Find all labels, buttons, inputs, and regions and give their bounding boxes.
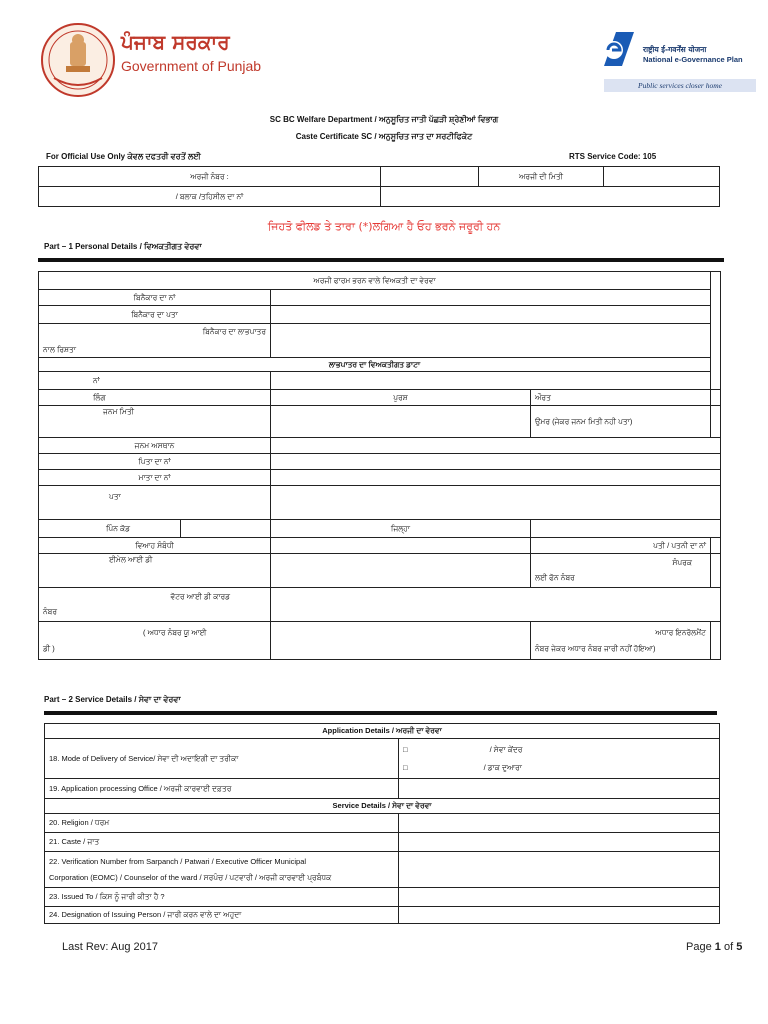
contact-label bbox=[531, 554, 711, 588]
personal-details-table bbox=[38, 271, 721, 660]
spouse-name-label: ਪਤੀ / ਪਤਨੀ ਦਾ ਨਾਂ bbox=[531, 538, 711, 554]
dob-field[interactable] bbox=[271, 406, 531, 438]
page-number bbox=[686, 941, 742, 953]
name-label-text: ਨਾਂ bbox=[93, 375, 100, 385]
issued-to-label: 23. Issued To / ਕਿਸ ਨੂੰ ਜਾਰੀ ਕੀਤਾ ਹੈ ? bbox=[45, 888, 399, 907]
email-label bbox=[39, 554, 271, 588]
application-number-label: ਅਰਜੀ ਨੰਬਰ : bbox=[39, 167, 381, 187]
applicant-relation-field[interactable] bbox=[271, 324, 711, 358]
district-field[interactable] bbox=[531, 520, 721, 538]
religion-field[interactable] bbox=[399, 814, 720, 833]
gender-extra-field[interactable] bbox=[711, 390, 721, 406]
contact-line1: ਸੰਪਰਕ bbox=[672, 558, 692, 567]
relation-line1: ਬਿਨੈਕਾਰ ਦਾ ਲਾਭਪਾਤਰ bbox=[202, 326, 266, 336]
verification-label bbox=[45, 852, 399, 888]
age-label: ਉਮਰ (ਜੇਕਰ ਜਨਮ ਮਿਤੀ ਨਹੀ ਪਤਾ) bbox=[531, 406, 711, 438]
gender-female-option[interactable]: ਔਰਤ bbox=[531, 390, 711, 406]
verification-field[interactable] bbox=[399, 852, 720, 888]
applicant-name-field[interactable] bbox=[271, 290, 711, 306]
applicant-details-header: ਅਰਜੀ ਫਾਰਮ ਭਰਨ ਵਾਲੇ ਵਿਅਕਤੀ ਦਾ ਵੇਰਵਾ bbox=[39, 272, 711, 290]
aadhaar-field[interactable] bbox=[271, 622, 531, 660]
page-current: 1 bbox=[714, 941, 721, 953]
official-use-table bbox=[38, 166, 720, 207]
option-service-center[interactable] bbox=[403, 745, 715, 755]
option-post-label: / ਡਾਕ ਦੁਆਰਾ bbox=[483, 762, 522, 772]
district-label: ਜਿਲ੍ਹਾ bbox=[271, 520, 531, 538]
email-label-text: ਈਮੇਲ ਆਈ ਡੀ bbox=[109, 555, 153, 564]
egov-name-english: National e-Governance Plan bbox=[643, 55, 743, 64]
address-field[interactable] bbox=[271, 486, 721, 520]
aadhaar-line1: ( ਅਧਾਰ ਨੰਬਰ ਯੂ ਆਈ bbox=[143, 627, 207, 637]
address-label-text: ਪਤਾ bbox=[109, 492, 121, 501]
government-name-english: Government of Punjab bbox=[121, 58, 262, 74]
processing-office-field[interactable] bbox=[399, 779, 720, 799]
applicant-address-label: ਬਿਨੈਕਾਰ ਦਾ ਪਤਾ bbox=[39, 306, 271, 324]
mother-name-field[interactable] bbox=[271, 470, 721, 486]
last-revision: Last Rev: Aug 2017 bbox=[62, 941, 159, 953]
aadhaar-label bbox=[39, 622, 271, 660]
father-name-label: ਪਿਤਾ ਦਾ ਨਾਂ bbox=[39, 454, 271, 470]
rts-service-code: RTS Service Code: 105 bbox=[569, 152, 657, 161]
designation-label: 24. Designation of Issuing Person / ਜਾਰੀ ਕਰਨ ਵਾਲੇ ਦਾ ਅਹੁਦਾ bbox=[45, 907, 399, 924]
marital-status-field[interactable] bbox=[271, 538, 531, 554]
photo-box[interactable] bbox=[711, 272, 721, 390]
mother-name-label: ਮਾਤਾ ਦਾ ਨਾਂ bbox=[39, 470, 271, 486]
checkbox-icon[interactable]: □ bbox=[403, 762, 408, 772]
contact-line2: ਲਈ ਫੋਨ ਨੰਬਰ bbox=[535, 573, 575, 582]
page-of: of bbox=[723, 941, 734, 953]
part2-title: Part – 2 Service Details / ਸੇਵਾ ਦਾ ਵੇਰਵਾ bbox=[44, 695, 181, 704]
applicant-relation-label bbox=[39, 324, 271, 358]
beneficiary-data-header: ਲਾਭਪਾਤਰ ਦਾ ਵਿਅਕਤੀਗਤ ਡਾਟਾ bbox=[39, 358, 711, 372]
enrol-line1: ਅਧਾਰ ਇਨਰੋਲਮੈਂਟ bbox=[655, 627, 706, 637]
verification-line1: 22. Verification Number from Sarpanch / Patwari / Executive Officer Municipal bbox=[49, 856, 307, 866]
part1-title: Part – 1 Personal Details / ਵਿਅਕਤੀਗਤ ਵੇਰਵਾ bbox=[44, 242, 202, 251]
section-divider bbox=[38, 258, 724, 262]
page-prefix: Page bbox=[686, 941, 712, 953]
egov-tagline: Public services closer home bbox=[604, 79, 756, 92]
page-total: 5 bbox=[736, 941, 743, 953]
religion-label: 20. Religion / ਧਰਮ bbox=[45, 814, 399, 833]
egov-logo-icon bbox=[594, 28, 636, 70]
issued-to-field[interactable] bbox=[399, 888, 720, 907]
service-details-table bbox=[44, 723, 720, 924]
father-name-field[interactable] bbox=[271, 454, 721, 470]
birth-place-field[interactable] bbox=[271, 438, 721, 454]
enrolment-field[interactable] bbox=[711, 622, 721, 660]
enrol-line2: ਨੰਬਰ ਜੇਕਰ ਅਧਾਰ ਨੰਬਰ ਜਾਰੀ ਨਹੀਂ ਹੋਇਆ) bbox=[535, 643, 656, 653]
punjab-emblem-icon bbox=[40, 20, 116, 100]
verification-line2: Corporation (EOMC) / Counselor of the ward / ਸਰਪੰਚ / ਪਟਵਾਰੀ / ਅਰਜੀ ਕਾਰਵਾਈ ਪ੍ਰਬੰਧਕ bbox=[49, 872, 332, 882]
designation-field[interactable] bbox=[399, 907, 720, 924]
address-label bbox=[39, 486, 271, 520]
certificate-title: Caste Certificate SC / ਅਨੁਸੂਚਿਤ ਜਾਤ ਦਾ ਸਰਟੀਫਿਕੇਟ bbox=[295, 132, 473, 141]
voter-id-label bbox=[39, 588, 271, 622]
official-use-label: For Official Use Only ਕੇਵਲ ਦਫਤਰੀ ਵਰਤੋਂ ਲਈ bbox=[46, 152, 201, 161]
application-date-field[interactable] bbox=[604, 167, 720, 187]
application-details-header: Application Details / ਅਰਜੀ ਦਾ ਵੇਰਵਾ bbox=[45, 724, 720, 739]
application-number-field[interactable] bbox=[381, 167, 479, 187]
block-tehsil-label: / ਬਲਾਕ /ਤਹਿਸੀਲ ਦਾ ਨਾਂ bbox=[39, 187, 381, 207]
government-name-gurmukhi: ਪੰਜਾਬ ਸਰਕਾਰ bbox=[121, 30, 230, 54]
gender-label bbox=[39, 390, 271, 406]
enrolment-label bbox=[531, 622, 711, 660]
email-field[interactable] bbox=[271, 554, 531, 588]
section-divider bbox=[44, 711, 717, 715]
voter-id-field[interactable] bbox=[271, 588, 721, 622]
service-details-header: Service Details / ਸੇਵਾ ਦਾ ਵੇਰਵਾ bbox=[45, 799, 720, 814]
marital-status-label: ਵਿਆਹ ਸੰਬੰਧੀ bbox=[39, 538, 271, 554]
page-header bbox=[0, 0, 768, 110]
caste-label: 21. Caste / ਜਾਤ bbox=[45, 833, 399, 852]
dob-label-text: ਜਨਮ ਮਿਤੀ bbox=[103, 407, 135, 416]
aadhaar-line2: ਡੀ ) bbox=[43, 643, 55, 653]
department-title: SC BC Welfare Department / ਅਨੁਸੂਚਿਤ ਜਾਤੀ ਪੱਛੜੀ ਸ਼੍ਰੇਣੀਆਂ ਵਿਭਾਗ bbox=[269, 115, 499, 124]
name-label bbox=[39, 372, 271, 390]
block-tehsil-field[interactable] bbox=[381, 187, 720, 207]
applicant-address-field[interactable] bbox=[271, 306, 711, 324]
mode-of-delivery-options bbox=[399, 739, 720, 779]
option-service-center-label: / ਸੇਵਾ ਕੇਂਦਰ bbox=[489, 744, 523, 754]
checkbox-icon[interactable]: □ bbox=[403, 744, 408, 754]
relation-line2: ਨਾਲ ਰਿਸ਼ਤਾ bbox=[43, 344, 76, 354]
pin-code-field[interactable] bbox=[181, 520, 271, 538]
egov-name-hindi: राष्ट्रीय ई-गवर्नेंस योजना bbox=[643, 45, 707, 54]
name-field[interactable] bbox=[271, 372, 711, 390]
spouse-name-field[interactable] bbox=[711, 538, 721, 554]
mandatory-fields-note: ਜਿਹਤੋ ਫੀਲਡ ਤੇ ਤਾਰਾ (*)ਲਗਿਆ ਹੈ ਓਹ ਭਰਨੇ ਜਰੂਰੀ ਹਨ bbox=[267, 220, 501, 233]
contact-field[interactable] bbox=[711, 554, 721, 588]
gender-male-option[interactable]: ਪੁਰਸ਼ bbox=[271, 390, 531, 406]
birth-place-label: ਜਨਮ ਅਸਥਾਨ bbox=[39, 438, 271, 454]
dob-label bbox=[39, 406, 271, 438]
caste-field[interactable] bbox=[399, 833, 720, 852]
gender-label-text: ਲਿੰਗ bbox=[93, 392, 106, 402]
application-date-label: ਅਰਜੀ ਦੀ ਮਿਤੀ bbox=[479, 167, 604, 187]
pin-code-label: ਪਿੰਨ ਕੋਡ bbox=[39, 520, 181, 538]
mode-of-delivery-label: 18. Mode of Delivery of Service/ ਸੇਵਾ ਦੀ ਅਦਾਇਗੀ ਦਾ ਤਰੀਕਾ bbox=[45, 739, 399, 779]
voter-line2: ਨੰਬਰ bbox=[43, 607, 58, 616]
processing-office-label: 19. Application processing Office / ਅਰਜੀ ਕਾਰਵਾਈ ਦਫ਼ਤਰ bbox=[45, 779, 399, 799]
option-post[interactable] bbox=[403, 763, 715, 773]
voter-line1: ਵੋਟਰ ਆਈ ਡੀ ਕਾਰਡ bbox=[170, 592, 230, 601]
age-field[interactable] bbox=[711, 406, 721, 438]
applicant-name-label: ਬਿਨੈਕਾਰ ਦਾ ਨਾਂ bbox=[39, 290, 271, 306]
